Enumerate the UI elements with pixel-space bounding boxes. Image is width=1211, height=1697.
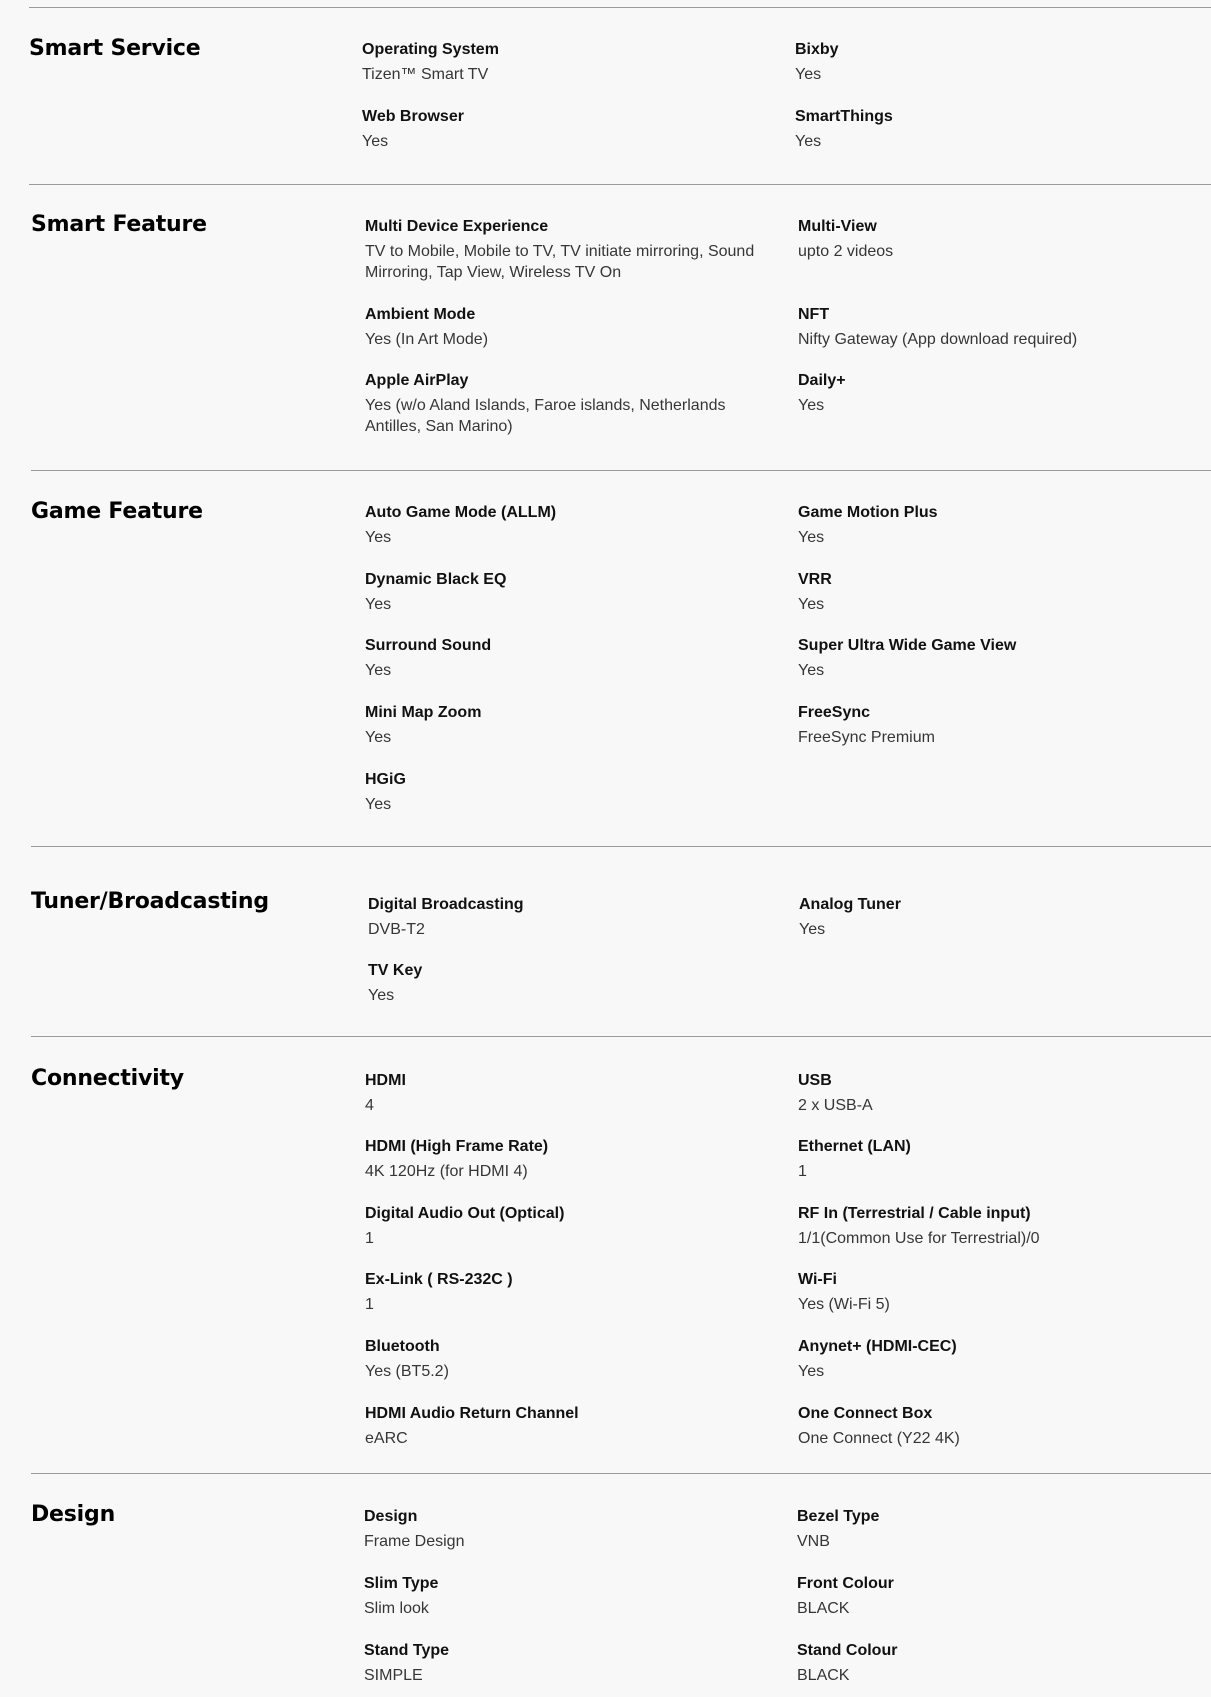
spec-label: HGiG <box>365 771 406 788</box>
spec-item <box>798 1337 1198 1382</box>
spec-value: Yes <box>798 596 825 613</box>
spec-item <box>365 570 765 615</box>
spec-label: Front Colour <box>797 1575 894 1592</box>
spec-item <box>798 371 1198 416</box>
spec-item <box>365 703 765 748</box>
spec-value: 4 <box>365 1097 374 1114</box>
spec-label: One Connect Box <box>798 1405 933 1422</box>
spec-value: Frame Design <box>364 1533 465 1550</box>
spec-label: Apple AirPlay <box>365 372 469 389</box>
spec-value: eARC <box>365 1430 408 1447</box>
spec-item <box>798 703 1198 748</box>
spec-item <box>797 1574 1197 1619</box>
section-divider <box>31 1036 1211 1037</box>
spec-item <box>798 1270 1198 1315</box>
spec-label: Auto Game Mode (ALLM) <box>365 504 557 521</box>
spec-value: 4K 120Hz (for HDMI 4) <box>365 1163 528 1180</box>
spec-value: 1 <box>365 1230 374 1247</box>
spec-item <box>365 1137 765 1182</box>
spec-item <box>364 1641 764 1686</box>
section-title: Game Feature <box>31 499 203 524</box>
spec-label: Ethernet (LAN) <box>798 1138 911 1155</box>
section-divider <box>31 1473 1211 1474</box>
spec-label: Design <box>364 1508 418 1525</box>
spec-value: BLACK <box>797 1667 850 1684</box>
spec-label: NFT <box>798 306 830 323</box>
spec-label: HDMI Audio Return Channel <box>365 1405 579 1422</box>
spec-item <box>365 770 765 815</box>
spec-item <box>365 371 765 437</box>
section-title: Tuner/Broadcasting <box>31 889 269 914</box>
section-divider <box>29 184 1211 185</box>
spec-label: Operating System <box>362 41 499 58</box>
section-divider <box>29 7 1211 8</box>
spec-value: Yes (In Art Mode) <box>365 331 489 348</box>
spec-label: Stand Colour <box>797 1642 898 1659</box>
spec-label: Web Browser <box>362 108 464 125</box>
spec-label: Slim Type <box>364 1575 439 1592</box>
spec-value: 1/1(Common Use for Terrestrial)/0 <box>798 1230 1040 1247</box>
spec-value: BLACK <box>797 1600 850 1617</box>
spec-item <box>365 1071 765 1116</box>
spec-value: Yes (Wi-Fi 5) <box>798 1296 890 1313</box>
spec-item <box>797 1641 1197 1686</box>
spec-item <box>364 1574 764 1619</box>
spec-item <box>362 107 762 152</box>
spec-label: Stand Type <box>364 1642 450 1659</box>
spec-item <box>368 961 768 1006</box>
spec-label: VRR <box>798 571 832 588</box>
spec-label: Anynet+ (HDMI-CEC) <box>798 1338 957 1355</box>
spec-item <box>799 895 1199 940</box>
spec-label: SmartThings <box>795 108 893 125</box>
section-divider <box>31 470 1211 471</box>
spec-label: Digital Audio Out (Optical) <box>365 1205 565 1222</box>
spec-label: RF In (Terrestrial / Cable input) <box>798 1205 1031 1222</box>
spec-value: Yes <box>798 1363 825 1380</box>
spec-value: One Connect (Y22 4K) <box>798 1430 960 1447</box>
section-divider <box>31 846 1211 847</box>
spec-item <box>365 217 765 283</box>
spec-label: Digital Broadcasting <box>368 896 524 913</box>
spec-item <box>798 305 1198 350</box>
spec-value: 2 x USB-A <box>798 1097 873 1114</box>
spec-item <box>798 1404 1198 1449</box>
spec-label: TV Key <box>368 962 423 979</box>
spec-item <box>798 503 1198 548</box>
spec-value: Yes <box>798 529 825 546</box>
spec-value: Yes <box>365 662 392 679</box>
spec-value: Yes <box>365 529 392 546</box>
spec-value: upto 2 videos <box>798 243 894 260</box>
spec-label: Daily+ <box>798 372 846 389</box>
spec-value: FreeSync Premium <box>798 729 935 746</box>
section-title: Connectivity <box>31 1066 184 1091</box>
section-title: Design <box>31 1502 116 1527</box>
spec-item <box>365 1204 765 1249</box>
spec-item <box>798 570 1198 615</box>
spec-value: 1 <box>798 1163 807 1180</box>
spec-value: Yes <box>365 729 392 746</box>
spec-item <box>795 40 1195 85</box>
spec-value: TV to Mobile, Mobile to TV, TV initiate mirroring, Sound Mirroring, Tap View, Wireless TV On <box>365 243 755 281</box>
spec-label: HDMI (High Frame Rate) <box>365 1138 549 1155</box>
spec-value: Yes <box>362 133 389 150</box>
spec-value: Yes (w/o Aland Islands, Faroe islands, Netherlands Antilles, San Marino) <box>365 397 726 435</box>
spec-item <box>798 1137 1198 1182</box>
spec-value: Yes <box>799 921 826 938</box>
spec-label: Mini Map Zoom <box>365 704 482 721</box>
spec-label: Game Motion Plus <box>798 504 938 521</box>
spec-item <box>365 1404 765 1449</box>
spec-label: USB <box>798 1072 832 1089</box>
spec-label: Multi-View <box>798 218 877 235</box>
spec-item <box>362 40 762 85</box>
spec-item <box>798 1204 1198 1249</box>
spec-value: Yes (BT5.2) <box>365 1363 449 1380</box>
spec-value: Yes <box>368 987 395 1004</box>
spec-item <box>364 1507 764 1552</box>
spec-value: Tizen™ Smart TV <box>362 66 489 83</box>
spec-value: Yes <box>365 796 392 813</box>
spec-value: Yes <box>795 133 822 150</box>
spec-item <box>797 1507 1197 1552</box>
spec-item <box>365 1270 765 1315</box>
section-title: Smart Service <box>29 36 201 61</box>
spec-value: Yes <box>365 596 392 613</box>
spec-label: Dynamic Black EQ <box>365 571 507 588</box>
spec-label: Analog Tuner <box>799 896 901 913</box>
spec-label: Ambient Mode <box>365 306 476 323</box>
spec-label: HDMI <box>365 1072 406 1089</box>
spec-label: Ex-Link ( RS-232C ) <box>365 1271 513 1288</box>
spec-label: Wi-Fi <box>798 1271 837 1288</box>
spec-label: Multi Device Experience <box>365 218 549 235</box>
spec-value: 1 <box>365 1296 374 1313</box>
spec-value: VNB <box>797 1533 830 1550</box>
spec-value: Slim look <box>364 1600 429 1617</box>
spec-item <box>365 636 765 681</box>
spec-value: Yes <box>795 66 822 83</box>
spec-item <box>368 895 768 940</box>
spec-label: Surround Sound <box>365 637 492 654</box>
spec-label: Bluetooth <box>365 1338 440 1355</box>
section-title: Smart Feature <box>31 212 207 237</box>
spec-item <box>365 305 765 350</box>
spec-label: Bixby <box>795 41 839 58</box>
spec-item <box>798 1071 1198 1116</box>
spec-value: Yes <box>798 662 825 679</box>
spec-item <box>365 503 765 548</box>
spec-label: Bezel Type <box>797 1508 880 1525</box>
spec-value: Nifty Gateway (App download required) <box>798 331 1078 348</box>
spec-item <box>798 636 1198 681</box>
spec-value: DVB-T2 <box>368 921 425 938</box>
spec-value: Yes <box>798 397 825 414</box>
spec-item <box>798 217 1198 262</box>
spec-value: SIMPLE <box>364 1667 423 1684</box>
spec-item <box>795 107 1195 152</box>
spec-item <box>365 1337 765 1382</box>
spec-label: Super Ultra Wide Game View <box>798 637 1017 654</box>
spec-label: FreeSync <box>798 704 871 721</box>
